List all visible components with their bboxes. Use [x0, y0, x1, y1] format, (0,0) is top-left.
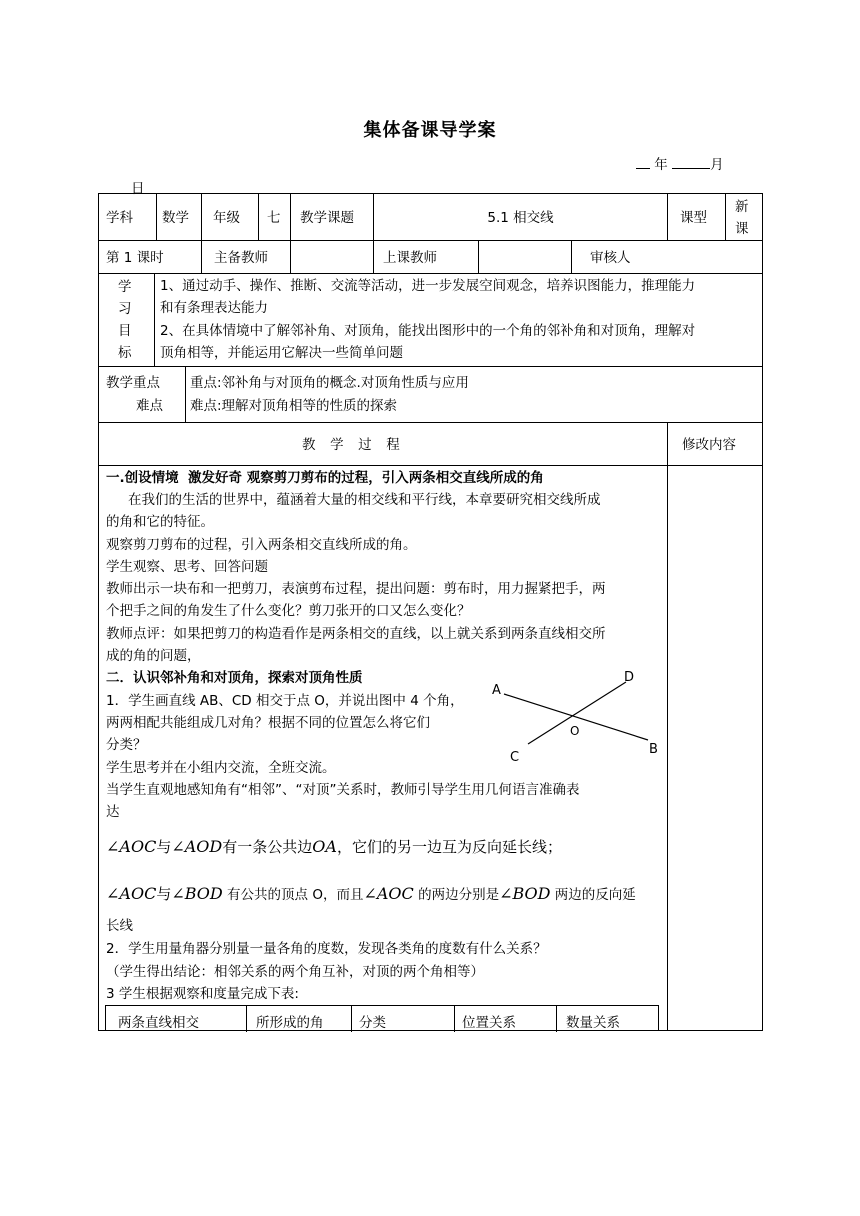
question-2: 2．学生用量角器分别量一量各角的度数，发现各类角的度数有什么关系？: [106, 941, 547, 957]
math-text-3: 的两边分别是: [413, 887, 500, 903]
math-angle-aoc: ∠AOC: [106, 837, 157, 856]
document-title: 集体备课导学案: [363, 120, 497, 141]
observation-table: [105, 1005, 659, 1031]
math-angle-aoc-2: ∠AOC: [106, 884, 157, 903]
math-statement-1: [106, 836, 562, 857]
table-header-quantity: 数量关系: [566, 1015, 620, 1031]
label-a: A: [492, 683, 501, 698]
label-b: B: [649, 742, 658, 757]
question-1e: 当学生直观地感知角有“相邻”、“对顶”关系时，教师引导学生用几何语言准确表: [106, 782, 580, 798]
type-label: 课型: [680, 210, 707, 226]
subject-label: 学科: [106, 210, 133, 226]
question-3: 3 学生根据观察和度量完成下表:: [106, 986, 299, 1002]
key-point-text: 重点:邻补角与对顶角的概念.对顶角性质与应用: [190, 375, 469, 391]
grade-label: 年级: [213, 210, 240, 226]
math-connector: 与: [156, 838, 172, 856]
math-angle-aoc-3: ∠AOC: [363, 884, 414, 903]
section1-title: 一.创设情境 激发好奇 观察剪刀剪布的过程，引入两条相交直线所成的角: [106, 470, 544, 486]
topic-value: 5.1 相交线: [487, 210, 554, 226]
label-c: C: [510, 750, 520, 765]
math-text-2: 有公共的顶点 O，而且: [222, 887, 364, 903]
question-1b: 两两相配共能组成几对角？根据不同的位置怎么将它们: [106, 715, 430, 731]
math-angle-bod-2: ∠BOD: [499, 884, 551, 903]
date-line: [636, 153, 724, 173]
reviewer-label: 审核人: [590, 250, 631, 266]
question-1d: 学生思考并在小组内交流，全班交流。: [106, 760, 336, 776]
period-value: 第 1 课时: [106, 250, 164, 266]
topic-label: 教学课题: [300, 210, 354, 226]
class-teacher-label: 上课教师: [383, 250, 437, 266]
math-text-end: ，它们的另一边互为反向延长线；: [336, 838, 562, 856]
goals-line-1: 1、通过动手、操作、推断、交流等活动，进一步发展空间观念，培养识图能力，推理能力: [160, 278, 696, 294]
process-heading: 教 学 过 程: [302, 437, 402, 453]
revise-heading: 修改内容: [682, 437, 736, 453]
question-1f: 达: [106, 804, 120, 820]
math-statement-2: [106, 883, 636, 904]
math-angle-aod: ∠AOD: [171, 837, 223, 856]
label-d: D: [624, 670, 635, 685]
math-statement-2-end: 长线: [106, 918, 133, 934]
paragraph-2: 观察剪刀剪布的过程，引入两条相交直线所成的角。: [106, 537, 417, 553]
table-header-intersect: 两条直线相交: [118, 1015, 199, 1031]
subject-value: 数学: [162, 210, 189, 226]
type-value: 新课: [735, 199, 749, 237]
table-header-angles: 所形成的角: [256, 1015, 324, 1031]
paragraph-4b: 个把手之间的角发生了什么变化？剪刀张开的口又怎么变化？: [106, 603, 471, 619]
day-label: 日: [131, 181, 145, 197]
goals-line-4: 顶角相等，并能运用它解决一些简单问题: [160, 345, 403, 361]
table-header-position: 位置关系: [462, 1015, 516, 1031]
year-label: 年: [654, 157, 668, 173]
paragraph-1a: 在我们的生活的世界中，蕴涵着大量的相交线和平行线，本章要研究相交线所成: [128, 492, 601, 508]
goals-line-2: 和有条理表达能力: [160, 300, 268, 316]
goals-line-3: 2、在具体情境中了解邻补角、对顶角，能找出图形中的一个角的邻补角和对顶角，理解对: [160, 323, 696, 339]
difficult-points-label: 难点: [136, 398, 163, 414]
paragraph-5b: 成的角的问题，: [106, 648, 201, 664]
question-1c: 分类？: [106, 737, 147, 753]
paragraph-3: 学生观察、思考、回答问题: [106, 559, 268, 575]
label-o: O: [570, 724, 580, 738]
intersecting-lines-figure: [486, 664, 666, 772]
goals-label: 学习目标: [118, 279, 132, 361]
math-text: 有一条公共边: [222, 838, 313, 856]
paragraph-1b: 的角和它的特征。: [106, 514, 214, 530]
key-points-label: 教学重点: [106, 375, 160, 391]
math-side-oa: OA: [312, 837, 337, 856]
grade-value: 七: [267, 210, 281, 226]
lead-teacher-label: 主备教师: [214, 250, 268, 266]
math-text-4: 两边的反向延: [550, 887, 636, 903]
difficult-point-text: 难点:理解对顶角相等的性质的探索: [190, 398, 398, 414]
question-2b: （学生得出结论：相邻关系的两个角互补，对顶的两个角相等）: [106, 964, 484, 980]
section2-title: 二．认识邻补角和对顶角，探索对顶角性质: [106, 670, 363, 686]
question-1a: 1．学生画直线 AB、CD 相交于点 O，并说出图中 4 个角，: [106, 693, 464, 709]
month-label: 月: [710, 157, 724, 173]
table-header-category: 分类: [359, 1015, 386, 1031]
math-connector-2: 与: [156, 885, 172, 903]
paragraph-5a: 教师点评：如果把剪刀的构造看作是两条相交的直线，以上就关系到两条直线相交所: [106, 626, 606, 642]
paragraph-4a: 教师出示一块布和一把剪刀，表演剪布过程，提出问题：剪布时，用力握紧把手，两: [106, 581, 606, 597]
math-angle-bod: ∠BOD: [171, 884, 223, 903]
